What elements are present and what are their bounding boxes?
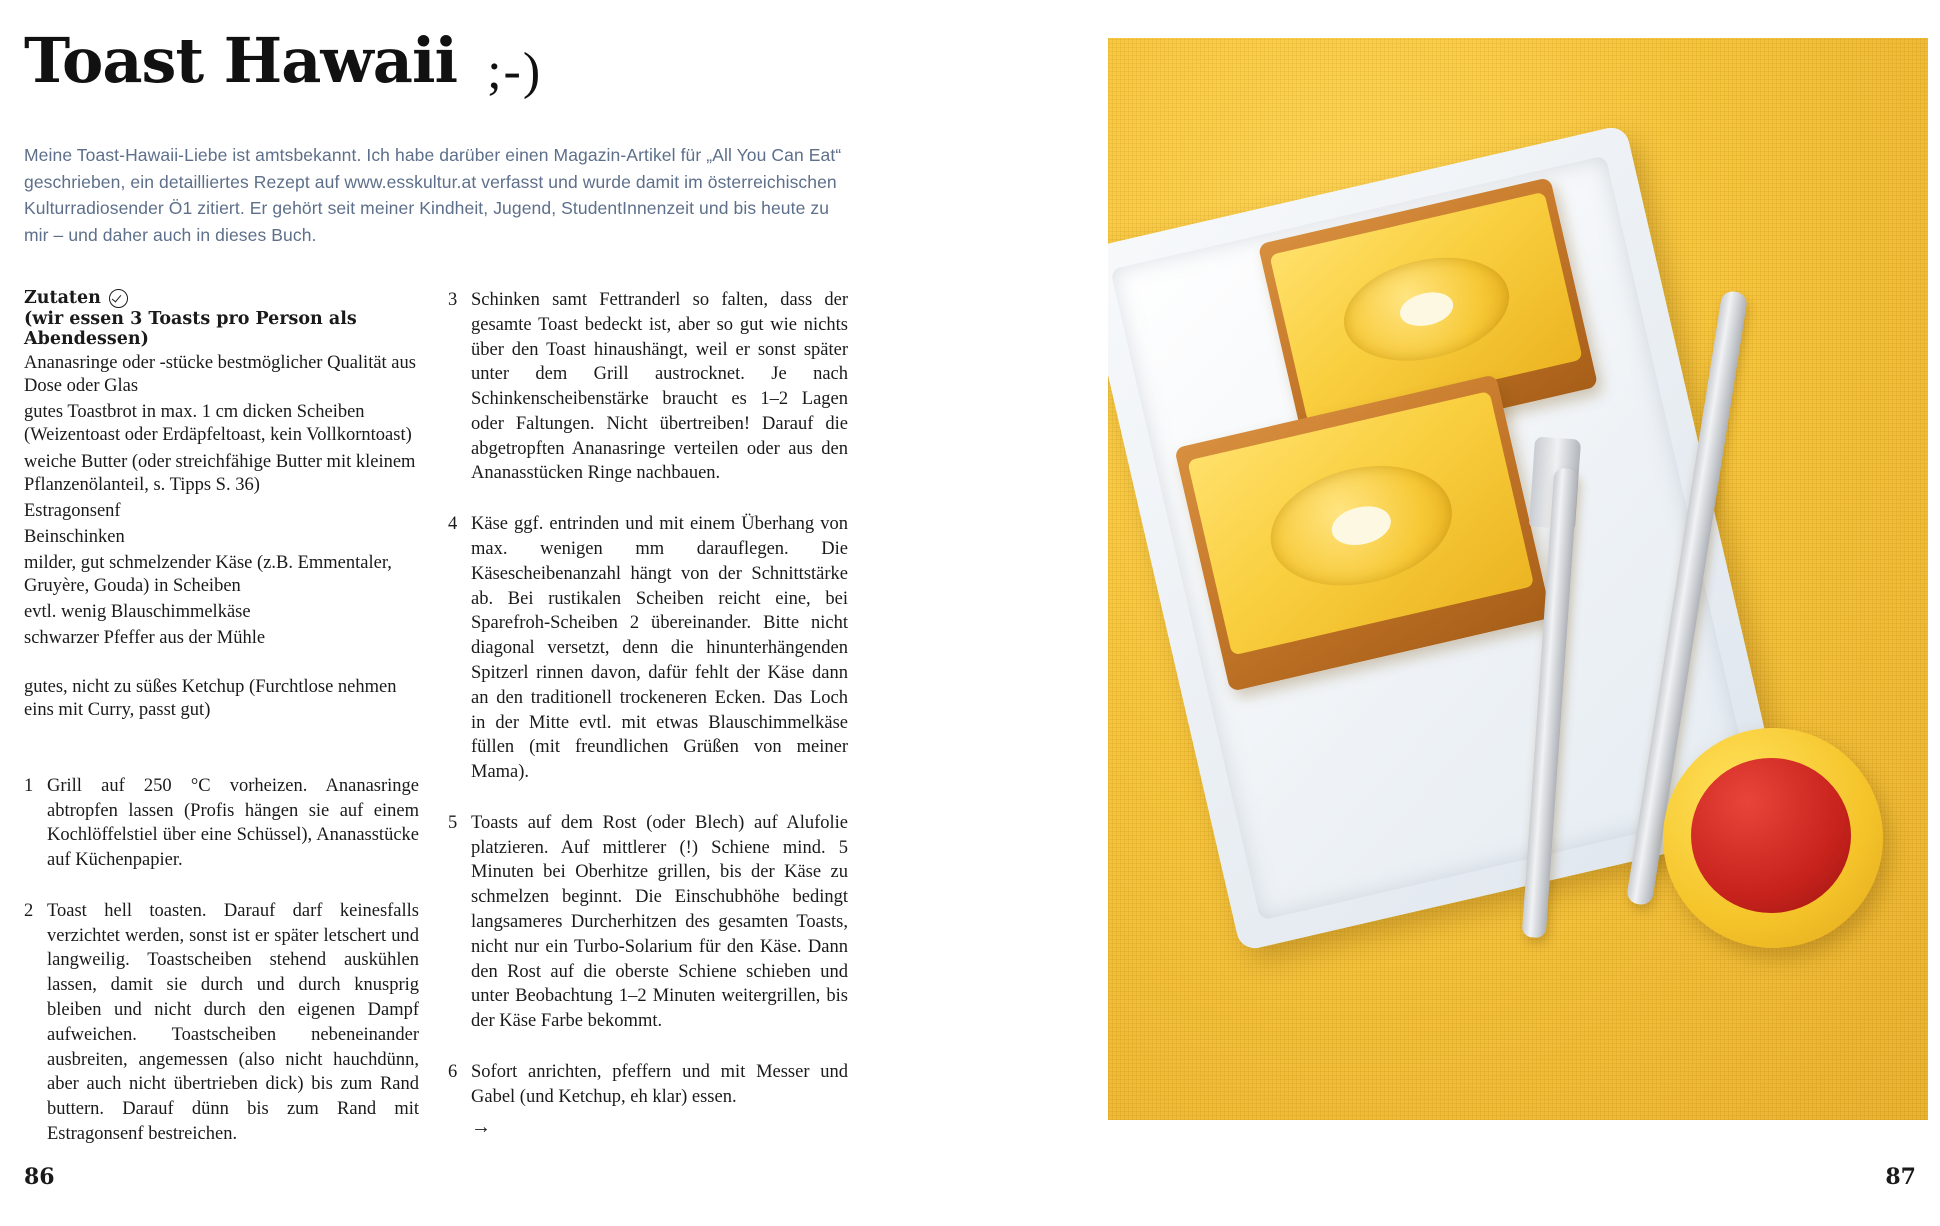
step-item: [448, 288, 848, 486]
list-item: schwarzer Pfeffer aus der Mühle: [24, 628, 266, 649]
check-circle-icon: [109, 289, 128, 308]
step-item: [448, 811, 848, 1034]
step-number: 4: [448, 514, 458, 535]
step-number: 1: [24, 775, 34, 796]
page-number-left: 86: [24, 1164, 55, 1190]
step-item: [448, 1060, 848, 1138]
step-item: [24, 774, 419, 873]
step-text: Käse ggf. entrinden und mit einem Überhang von max. wenigen mm darauflegen. Die Käsescheibenanzahl hängt von der Schnittstärke ab. Bei rustikalen Scheiben reicht eine, bei Sparefroh-Scheiben 2 übereinander. Bitte nicht diagonal versetzt, denn die hinunterhängenden Spitzerl rinnen davon, dafür fehlt der Käse dann an den traditionell trockeneren Ecken. Das Loch in der Mitte evtl. mit etwas Blauschimmelkäse füllen (mit freundlichen Grüßen von meiner Mama).: [471, 514, 848, 783]
step-text: Grill auf 250 °C vorheizen. Ananasringe abtropfen lassen (Profis hängen sie auf einem Kochlöffelstiel über eine Schüssel), Ananasstücke auf Küchenpapier.: [47, 775, 419, 871]
step-text: Toast hell toasten. Darauf darf keinesfalls verzichtet werden, sonst ist er später letschert und langweilig. Toastscheiben stehend auskühlen lassen, damit sie durch und durch knusprig bleiben und nicht durch den eigenen Dampf aufweichen. Toastscheiben nebeneinander ausbreiten, angemessen (also nicht hauchdünn, aber auch nicht übertrieben dick) bis zum Rand buttern. Darauf dünn bis zum Rand mit Estragonsenf bestreichen.: [47, 900, 419, 1144]
ingredients-column: [24, 288, 419, 1173]
ketchup: [1691, 758, 1851, 913]
step-text: Schinken samt Fettranderl so falten, dass der gesamte Toast bedeckt ist, aber so gut wie nichts über den Toast hinaushängt, weil er sonst später unter dem Grill austrocknet. Je nach Schinkenscheibenstärke braucht es 1–2 Lagen oder Faltungen. Nicht übertreiben! Darauf die abgetropften Ananasringe verteilen oder aus den Ananasstücken Ringe nachbauen.: [471, 290, 848, 484]
list-item: Beinschinken: [24, 526, 125, 547]
ingredients-heading-label: Zutaten: [24, 288, 101, 308]
spacer: [24, 651, 419, 673]
list-item: evtl. wenig Blauschimmelkäse: [24, 602, 251, 623]
step-text: [471, 1060, 848, 1138]
page-number-right: 87: [1885, 1164, 1916, 1190]
intro-paragraph: Meine Toast-Hawaii-Liebe ist amtsbekannt. Ich habe darüber einen Magazin-Artikel für „All You Can Eat“ geschrieben, ein detailliertes Rezept auf www.esskultur.at verfasst und wurde damit im österreichischen Kulturradiosender Ö1 zitiert. Er gehört seit meiner Kindheit, Jugend, StudentInnenzeit und bis heute zu mir – und daher auch in dieses Buch.: [24, 145, 842, 245]
recipe-photo: [1108, 38, 1928, 1120]
step-number: 2: [24, 900, 34, 921]
list-item-extra: gutes, nicht zu süßes Ketchup (Furchtlose nehmen eins mit Curry, passt gut): [24, 676, 397, 720]
list-item: milder, gut schmelzender Käse (z.B. Emmentaler, Gruyère, Gouda) in Scheiben: [24, 553, 392, 597]
list-item: weiche Butter (oder streichfähige Butter mit kleinem Pflanzenölanteil, s. Tipps S. 36): [24, 451, 416, 495]
ingredients-subheading: (wir essen 3 Toasts pro Person als Abendessen): [24, 309, 357, 349]
step-text-body: Sofort anrichten, pfeffern und mit Messer und Gabel (und Ketchup, eh klar) essen.: [471, 1061, 848, 1107]
step-text: Toasts auf dem Rost (oder Blech) auf Alufolie platzieren. Auf mittlerer (!) Schiene mind. 5 Minuten bei Oberhitze grillen, bis der Käse zu schmelzen beginnt. Die Einschubhöhe bedingt langsameres Durcherhitzen des gesamten Toasts, nicht nur ein Turbo-Solarium für den Käse. Dann den Rost auf die oberste Schiene schieben und unter Beobachtung 1–2 Minuten weitergrillen, bis der Käse Farbe bekommt.: [471, 812, 848, 1032]
list-item: Ananasringe oder -stücke bestmöglicher Qualität aus Dose oder Glas: [24, 353, 416, 397]
ketchup-bowl: [1663, 728, 1883, 948]
page-title: Toast Hawaii: [24, 24, 458, 97]
steps-left: [24, 774, 419, 1147]
right-page: [1100, 0, 1940, 1226]
continue-arrow-icon: →: [471, 1116, 491, 1139]
title-row: [24, 24, 543, 101]
step-number: 5: [448, 812, 458, 833]
step-number: 6: [448, 1061, 458, 1082]
list-item: gutes Toastbrot in max. 1 cm dicken Scheiben (Weizentoast oder Erdäpfeltoast, kein Vollkorntoast): [24, 402, 412, 446]
step-item: [24, 899, 419, 1147]
ingredients-heading: [24, 288, 419, 308]
list-item: Estragonsenf: [24, 500, 121, 521]
step-item: [448, 512, 848, 785]
steps-column: [448, 288, 848, 1163]
step-number: 3: [448, 290, 458, 310]
smiley-glyph: ;-): [487, 43, 543, 100]
